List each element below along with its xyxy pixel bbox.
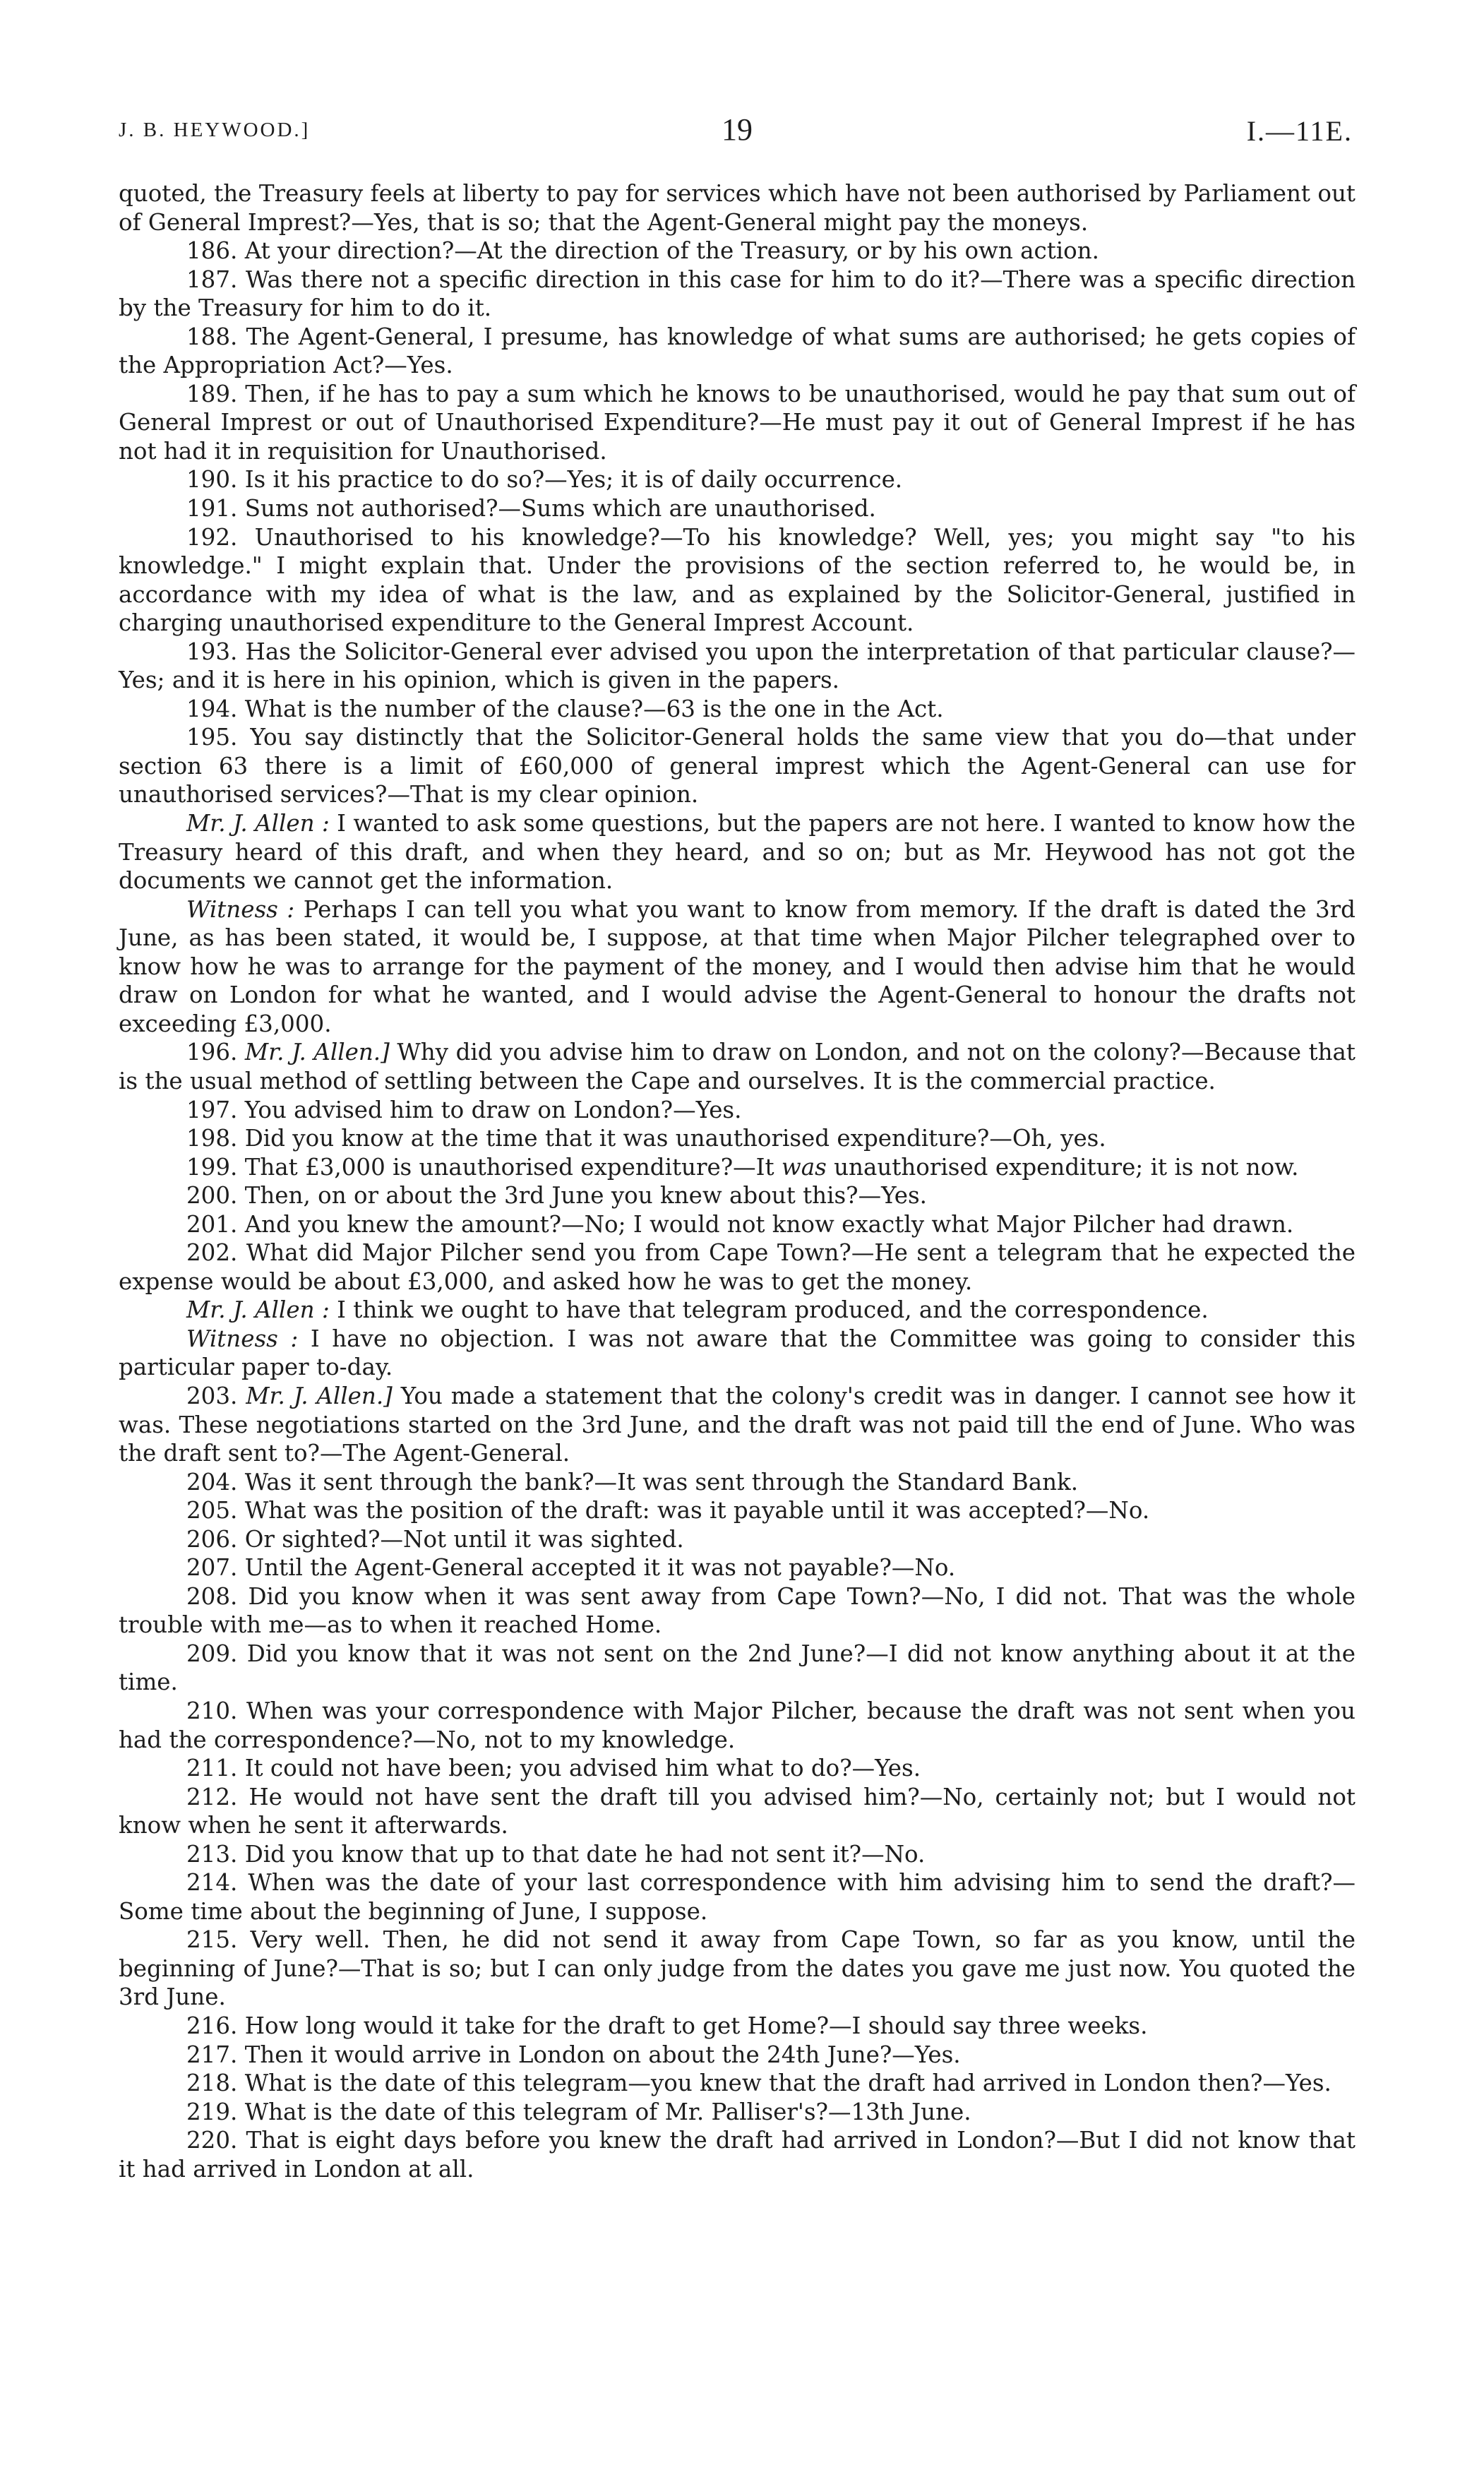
question-208: 208. Did you know when it was sent away from Cape Town?—No, I did not. That was the whole trouble with me—as to when it reached Home. [119, 1582, 1356, 1639]
question-213: 213. Did you know that up to that date he had not sent it?—No. [186, 1840, 926, 1868]
emphasis: was [781, 1153, 827, 1181]
statement-witness [119, 1325, 1356, 1382]
question-215: 215. Very well. Then, he did not send it away from Cape Town, so far as you know, until the beginning of June?—That is so; but I can only judge from the dates you gave me just now. You quoted the 3rd June. [119, 1926, 1356, 2011]
question-205: 205. What was the position of the draft: was it payable until it was accepted?—No. [186, 1497, 1150, 1524]
question-186: 186. At your direction?—At the direction of the Treasury, or by his own action. [186, 237, 1099, 265]
document-page [119, 106, 1356, 2183]
question-219: 219. What is the date of this telegram of Mr. Palliser's?—13th June. [186, 2098, 971, 2125]
statement-text: Perhaps I can tell you what you want to know from memory. If the draft is dated the 3rd June, as has been stated, it would be, I suppose, at that time when Major Pilcher telegraphed over to know how he was to arrange for the payment of the money, and I would then advise him that he would draw on London for what he wanted, and I would advise the Agent-General to honour the drafts not exceeding £3,000. [119, 895, 1356, 1037]
question-187: 187. Was there not a specific direction in this case for him to do it?—There was a specific direction by the Treasury for him to do it. [119, 265, 1356, 322]
question-text: unauthorised expenditure; it is not now. [834, 1153, 1299, 1181]
statement-witness [119, 895, 1356, 1039]
question-194: 194. What is the number of the clause?—63 is the one in the Act. [186, 695, 944, 722]
question-191: 191. Sums not authorised?—Sums which are unauthorised. [186, 495, 876, 523]
statement-text: I wanted to ask some questions, but the papers are not here. I wanted to know how the Treasury heard of this draft, and when they heard, and so on; but as Mr. Heywood has not got the documents we cannot get the information. [119, 810, 1356, 895]
paper-reference: I.—11E. [1246, 115, 1353, 147]
statement-text: I think we ought to have that telegram produced, and the correspondence. [337, 1296, 1209, 1324]
question-text: Why did you advise him to draw on London, and not on the colony?—Because that is the usual method of settling between the Cape and ourselves. It is the commercial practice. [119, 1039, 1356, 1094]
question-197: 197. You advised him to draw on London?—Yes. [186, 1096, 742, 1123]
question-193: 193. Has the Solicitor-General ever advised you upon the interpretation of that particular clause?—Yes; and it is here in his opinion, which is given in the papers. [119, 638, 1356, 694]
evidence-paragraph: quoted, the Treasury feels at liberty to pay for services which have not been authorised by Parliament out of General Imprest?—Yes, that is so; that the Agent-General might pay the moneys. [119, 180, 1356, 236]
speaker-name: Mr. J. Allen.] [246, 1382, 393, 1409]
question-201: 201. And you knew the amount?—No; I would not know exactly what Major Pilcher had drawn. [186, 1210, 1294, 1238]
speaker-name: Witness : [186, 1325, 299, 1352]
statement-text: I have no objection. I was not aware that the Committee was going to consider this particular paper to-day. [119, 1325, 1356, 1381]
question-196 [119, 1038, 1356, 1095]
question-198: 198. Did you know at the time that it was unauthorised expenditure?—Oh, yes. [186, 1125, 1106, 1152]
question-220: 220. That is eight days before you knew the draft had arrived in London?—But I did not know that it had arrived in London at all. [119, 2127, 1356, 2183]
question-212: 212. He would not have sent the draft till you advised him?—No, certainly not; but I would not know when he sent it afterwards. [119, 1783, 1356, 1839]
question-216: 216. How long would it take for the draft to get Home?—I should say three weeks. [186, 2012, 1148, 2039]
question-211: 211. It could not have been; you advised him what to do?—Yes. [186, 1755, 921, 1782]
question-200: 200. Then, on or about the 3rd June you knew about this?—Yes. [186, 1182, 927, 1210]
page-header [119, 106, 1356, 169]
question-203 [119, 1382, 1356, 1468]
question-number: 203. [186, 1382, 238, 1409]
question-206: 206. Or sighted?—Not until it was sighted. [186, 1525, 684, 1553]
question-207: 207. Until the Agent-General accepted it it was not payable?—No. [186, 1554, 956, 1582]
speaker-name: Mr. J. Allen.] [244, 1039, 390, 1066]
speaker-name: Mr. J. Allen : [186, 1296, 330, 1324]
statement-mr-allen [119, 1296, 1356, 1325]
question-192: 192. Unauthorised to his knowledge?—To his knowledge? Well, yes; you might say "to his knowledge." I might explain that. Under the provisions of the section referred to, he would be, in accordance with my idea of what is the law, and as explained by the Solicitor-General, justified in charging unauthorised expenditure to the General Imprest Account. [119, 523, 1356, 637]
evidence-text [119, 179, 1356, 2183]
question-189: 189. Then, if he has to pay a sum which he knows to be unauthorised, would he pay that sum out of General Imprest or out of Unauthorised Expenditure?—He must pay it out of General Imprest if he has not had it in requisition for Unauthorised. [119, 380, 1356, 465]
question-202: 202. What did Major Pilcher send you from Cape Town?—He sent a telegram that he expected the expense would be about £3,000, and asked how he was to get the money. [119, 1239, 1356, 1295]
question-199 [119, 1153, 1356, 1182]
speaker-name: Witness : [186, 895, 295, 923]
question-text: You made a statement that the colony's credit was in danger. I cannot see how it was. These negotiations started on the 3rd June, and the draft was not paid till the end of June. Who was the draft sent to?—The Agent-General. [119, 1382, 1356, 1467]
statement-mr-allen [119, 809, 1356, 895]
question-214: 214. When was the date of your last correspondence with him advising him to send the draft?—Some time about the beginning of June, I suppose. [119, 1869, 1356, 1925]
question-204: 204. Was it sent through the bank?—It was sent through the Standard Bank. [186, 1468, 1079, 1496]
question-218: 218. What is the date of this telegram—you knew that the draft had arrived in London then?—Yes. [186, 2070, 1332, 2097]
question-188: 188. The Agent-General, I presume, has knowledge of what sums are authorised; he gets copies of the Appropriation Act?—Yes. [119, 323, 1356, 379]
question-number: 196. [186, 1039, 238, 1066]
question-190: 190. Is it his practice to do so?—Yes; it is of daily occurrence. [186, 466, 903, 494]
speaker-name: Mr. J. Allen : [186, 810, 330, 837]
question-217: 217. Then it would arrive in London on about the 24th June?—Yes. [186, 2041, 961, 2068]
question-text: 199. That £3,000 is unauthorised expenditure?—It [186, 1153, 774, 1181]
question-210: 210. When was your correspondence with Major Pilcher, because the draft was not sent when you had the correspondence?—No, not to my knowledge. [119, 1697, 1356, 1753]
question-195: 195. You say distinctly that the Solicitor-General holds the same view that you do—that under section 63 there is a limit of £60,000 of general imprest which the Agent-General can use for unauthorised services?—That is my clear opinion. [119, 724, 1356, 808]
question-209: 209. Did you know that it was not sent on the 2nd June?—I did not know anything about it at the time. [119, 1640, 1356, 1696]
header-witness-name: J. B. HEYWOOD.] [119, 119, 311, 141]
page-number: 19 [722, 112, 753, 147]
